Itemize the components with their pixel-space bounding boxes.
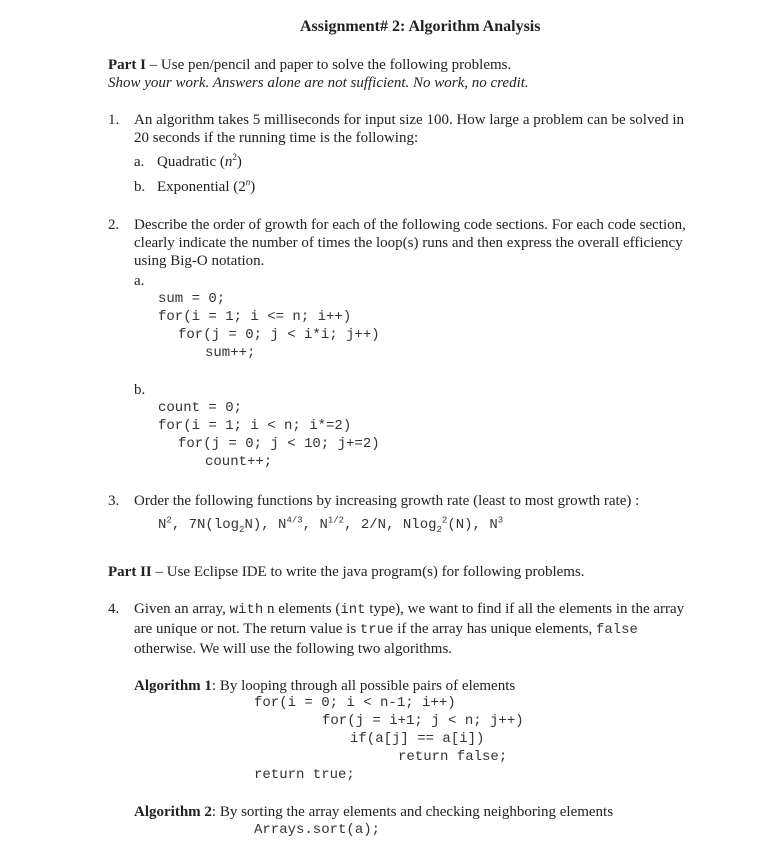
q2-b-label: b. (134, 382, 146, 398)
q4-line1 (134, 600, 684, 619)
q1-a-text (157, 153, 242, 171)
q4-line2d: false (595, 622, 638, 638)
part2-text: – Use Eclipse IDE to write the java program(s) for following problems. (151, 564, 585, 580)
q4-line1a: Given an array, (134, 601, 230, 617)
q3-f1-sup: 2 (166, 515, 172, 526)
q3-f4-sup: 1/2 (327, 515, 345, 526)
q1-line1: An algorithm takes 5 milliseconds for input size 100. How large a problem can be solved in (134, 112, 685, 128)
q1-b-text (157, 178, 255, 196)
q3-f5-end: (N), N (447, 517, 498, 533)
part2-header (108, 563, 585, 581)
q3-f2-sub: 2 (239, 524, 245, 535)
q4-line3: otherwise. We will use the following two algorithms. (134, 641, 453, 657)
alg1-header (134, 677, 515, 695)
q2-a-label: a. (134, 273, 145, 289)
q3-f5-sup: 2 (441, 515, 448, 526)
q2-a-code-line: for(j = 0; j < i*i; j++) (178, 327, 380, 343)
q3-f3-end: , N (302, 517, 328, 533)
alg2-header (134, 803, 613, 821)
q4-line1b: with (229, 602, 264, 618)
q3-f2-end: N), N (244, 517, 287, 533)
q4-number: 4. (108, 601, 120, 617)
q3-f1: N (158, 517, 167, 533)
alg1-code-line: return true; (254, 767, 355, 783)
q4-line1d: int (340, 602, 366, 618)
q1-line2: 20 seconds if the running time is the following: (134, 130, 419, 146)
q2-line2: clearly indicate the number of times the loop(s) runs and then express the overall efficiency (134, 235, 683, 251)
q2-number: 2. (108, 217, 120, 233)
q4-line2b: true (359, 622, 394, 638)
q4-line1e: type), we want to find if all the elements in the array (365, 601, 685, 617)
part1-text: – Use pen/pencil and paper to solve the following problems. (145, 57, 512, 73)
q1-a-var: n (224, 154, 233, 170)
q2-b-code-line: count = 0; (158, 400, 243, 416)
q2-b-code-line: count++; (205, 454, 273, 470)
q4-line2a: are unique or not. The return value is (134, 621, 360, 637)
q3-f4-end: , 2/N, Nlog (344, 517, 437, 533)
q3-line1: Order the following functions by increasing growth rate (least to most growth rate) : (134, 493, 640, 509)
alg2-code-line: Arrays.sort(a); (254, 822, 381, 838)
alg1-code-line: return false; (398, 749, 508, 765)
q1-a-sup: 2 (232, 152, 237, 162)
q3-functions (158, 516, 503, 534)
q1-a-close: ) (236, 154, 242, 170)
part1-header (108, 56, 511, 74)
part2-heading: Part II (108, 564, 152, 580)
q1-a-label: a. (134, 154, 145, 170)
q4-line2 (134, 620, 638, 639)
part1-heading: Part I (108, 57, 146, 73)
q2-a-code-line: sum++; (205, 345, 256, 361)
alg1-label: Algorithm 1 (134, 678, 212, 694)
q2-line3: using Big-O notation. (134, 253, 265, 269)
alg1-text: : By looping through all possible pairs of elements (211, 678, 516, 694)
q4-line1c: n elements ( (263, 601, 341, 617)
q2-b-code-line: for(i = 1; i < n; i*=2) (158, 418, 352, 434)
q1-a-desc: Quadratic ( (157, 154, 225, 170)
q1-b-label: b. (134, 179, 146, 195)
alg1-code-line: for(j = i+1; j < n; j++) (322, 713, 524, 729)
q4-line2c: if the array has unique elements, (393, 621, 596, 637)
q1-b-desc: Exponential (2 (157, 179, 246, 195)
q1-b-sup: n (245, 177, 251, 187)
q1-number: 1. (108, 112, 120, 128)
alg1-code-line: if(a[j] == a[i]) (350, 731, 485, 747)
q2-a-code-line: sum = 0; (158, 291, 226, 307)
q1-b-close: ) (250, 179, 256, 195)
q2-b-code-line: for(j = 0; j < 10; j+=2) (178, 436, 380, 452)
alg2-label: Algorithm 2 (134, 804, 212, 820)
q3-f6-sup: 3 (497, 515, 504, 526)
part1-note: Show your work. Answers alone are not sufficient. No work, no credit. (108, 75, 529, 91)
q3-number: 3. (108, 493, 120, 509)
q3-f3-sup: 4/3 (286, 515, 303, 526)
q3-f5-sub: 2 (436, 524, 442, 535)
page-title: Assignment# 2: Algorithm Analysis (300, 18, 541, 35)
alg1-code-line: for(i = 0; i < n-1; i++) (254, 695, 456, 711)
alg2-text: : By sorting the array elements and checking neighboring elements (211, 804, 614, 820)
q2-a-code-line: for(i = 1; i <= n; i++) (158, 309, 352, 325)
q3-f2: , 7N(log (171, 517, 240, 533)
q2-line1: Describe the order of growth for each of the following code sections. For each code section, (134, 217, 686, 233)
